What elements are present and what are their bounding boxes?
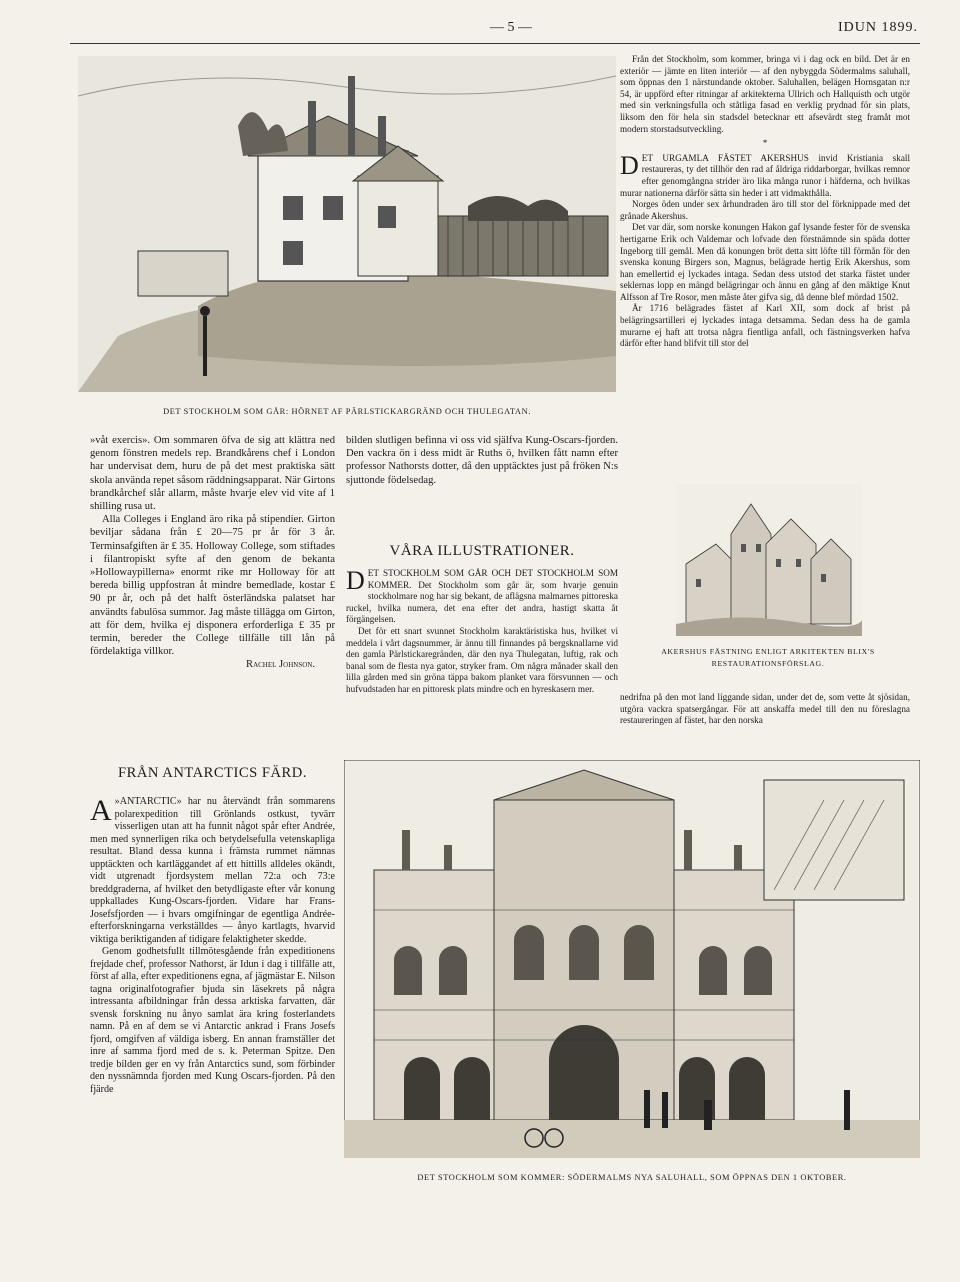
page-number: — 5 — xyxy=(490,20,532,35)
article-vara-illustrationer xyxy=(346,568,618,696)
paragraph: Det var där, som norske konungen Hakon gaf lysande fester för de svenska hertigarne Erik och Valdemar och lofvade den förstnämnde sin späda dotter Ingeborg till gemål. Men då konungen bröt detta sitt löfte till förmån för den svenska konung Birgers son, Magnus, belägrade hertig Erik Akershus, som han emellertid ej lyckades intaga. Sedan dess utstod det starka fästet under seklernas lopp en mängd belägringar och ännu en gång af den mäktige Knut Alfsson af Tre Rosor, men måste åter gifva sig, då denne blef mördad 1502. xyxy=(620,222,910,302)
illustration-saluhall xyxy=(344,760,920,1158)
paragraph: Det Stockholm som går är, som hvarje genuin stockholmare nog har sig bekant, de aflägsna malmarnes pittoreska ruckel, hvilka numera, det ena efter det andra, hastigt skatta åt förgängelsen. xyxy=(346,579,619,625)
paragraph: Det för ett snart svunnet Stockholm karaktäristiska hus, hvilket vi meddela i vårt dagsnummer, är ännu till finnandes på bergsknallarne vid den gamla Pärlstickaregränden, där den nya Thulegatan, luftig, rak och banal som de flesta nya gator, stryker fram. Om några månader skall den lilla gården med sin gröna täppa bakom planket vara försvunnen — och hufvudstaden har en pittoresk plats mindre och en hyreskasern mer. xyxy=(346,625,618,694)
separator: * xyxy=(762,138,768,149)
page-header xyxy=(70,14,920,44)
article-saluhall-akershus xyxy=(620,54,910,350)
article-akershus-continued xyxy=(620,692,910,727)
paragraph: bilden slutligen befinna vi oss vid själfva Kung-Oscars-fjorden. Den vackra ön i dess midt är Ruths ö, hvilken fått namn efter professor Nathorsts dotter, då den upptäcktes just på fröken N:s sjuttonde födelsedag. xyxy=(346,435,618,486)
issue-title: IDUN 1899. xyxy=(838,20,918,35)
illustration-akershus xyxy=(676,484,862,636)
heading-antarctic: FRÅN ANTARCTICS FÄRD. xyxy=(118,765,307,781)
signature: Rachel Johnson. xyxy=(246,659,315,671)
caption-old-house: DET STOCKHOLM SOM GÅR: HÖRNET AF PÄRLSTICKARGRÄND OCH THULEGATAN. xyxy=(163,407,531,416)
paragraph: Norges öden under sex århundraden äro till stor del förknippade med det grånade Akershus. xyxy=(620,199,910,221)
heading-vara-illustrationer: VÅRA ILLUSTRATIONER. xyxy=(389,543,575,559)
paragraph: nedrifna på den mot land liggande sidan, under det de, som vette åt sjösidan, utgöra vackra spatsergångar. För att anskaffa medel till den nu föreslagna restaureringen af fästet, har den norska xyxy=(620,692,910,726)
article-antarctic-continued xyxy=(346,434,618,487)
dropcap: A xyxy=(90,794,112,827)
article-antarctic xyxy=(90,796,335,1096)
caption-line: RESTAURATIONSFÖRSLAG. xyxy=(711,659,825,668)
paragraph: »våt exercis». Om sommaren öfva de sig att klättra ned genom fönstren medels rep. Brandkårens chef i London har undervisat dem, huru de på det mest praktiska sätt skola använda repet såsom räddningsapparat. När Girtons brandkårchef slår allarm, måste hvarje elev vid vite af 1 shilling rusa ut. xyxy=(90,435,335,513)
caption-saluhall: DET STOCKHOLM SOM KOMMER: SÖDERMALMS NYA SALUHALL, SOM ÖPPNAS DEN 1 OKTOBER. xyxy=(417,1173,847,1182)
lead-text: ET STOCKHOLM SOM GÅR OCH DET STOCKHOLM SOM KOMMER. xyxy=(367,568,618,590)
illustration-old-house xyxy=(78,56,616,392)
caption-line: AKERSHUS FÄSTNING ENLIGT ARKITEKTEN BLIX'S xyxy=(661,647,875,656)
dropcap: D xyxy=(620,150,639,180)
lead-text: ET URGAMLA FÄSTET AKERSHUS invid Kristiania skall restaureras, ty det tillhör den rad af åldriga riddarborgar, hvilkas remnor efter genomgångna strider äro lika många runor i häfderna, och hvilkas murar nationerna därför sätta sin heder i att vidmakthålla. xyxy=(620,152,910,198)
paragraph: Från det Stockholm, som kommer, bringa vi i dag ock en bild. Det är en exteriör — jämte en liten interiör — af den nybyggda Södermalms saluhall, som öppnas den 1 närstundande oktober. Saluhallen, belägen Hornsgatan n:r 54, är uppförd efter ritningar af arkitekterna Ullrich och Hallquisth och utgör med sin verkningsfulla och ståtliga fasad en verklig prydnad för sin plats, liksom den för hela sin stadsdel betecknar ett afsevärdt steg framåt mot modern storstadsutveckling. xyxy=(620,54,910,134)
lead-text: »ANTARCTIC» har nu återvändt från sommarens polarexpedition till Grönlands ostkust, tyvärr visserligen utan att ha funnit något spår efter Andrée, men med synnerligen rika och betydelsefulla vetenskapliga resultat. Bland dessa kunna i främsta rummet nämnas upptäckten och kartläggandet af ett hittills alldeles okändt, vidt utgrenadt fjordsystem mellan 72:a och 73:e breddgraderna, af hvilket den betydligaste efter vår konung uppkallades Kung-Oscars-fjorden. Vidare har Frans-Josefsfjorden — i hvars omgifningar de egentliga Andrée-efterforskningarna verkställdes — ånyo kartlagts, hvarvid viktiga beriktiganden af tidigare felaktigheter skedde. xyxy=(90,796,335,945)
article-girton-end xyxy=(90,434,335,672)
dropcap: D xyxy=(346,566,365,595)
caption-akershus xyxy=(626,646,910,670)
paragraph: År 1716 belägrades fästet af Karl XII, som dock af brist på belägringsartilleri ej lyckades intaga detsamma. Sedan dess ha de gamla murarne ej haft att trotsa några fientliga anfall, och fästningsverken hafva därför efter hand blifvit till stor del xyxy=(620,303,910,349)
paragraph: Genom godhetsfullt tillmötesgående från expeditionens frejdade chef, professor Nathorst, är Idun i dag i tillfälle att, först af alla, efter expeditionens egna, af jägmästar E. Nilson tagna originalfotografier bjuda sin läsekrets på några intressanta afbildningar från dessa arktiska farvatten, där svensk forskning nu ånyo samlat ära kring fosterlandets namn. På en af dem se vi Antarctic ankrad i Frans Josefs fjord, omgifven af väldiga isberg. En annan framställer det inre af samma fjord med de s. k. Peterman Spitze. Den tredje bilden ger en vy från Antarctics sund, som förbinder den nyssnämnda fjorden med Kung Oscars-fjorden. På den fjärde xyxy=(90,946,335,1095)
paragraph: Alla Colleges i England äro rika på stipendier. Girton beviljar sådana från £ 20—75 pr år för 3 år. Terminsafgiften är £ 35. Holloway College, som stiftades i filantropiskt syfte af den genom de bekanta »Hollowaypillerna» enormt rike mr Holloway för att bereda billig uppfostran åt mindre bemedlade, kostar £ 90 pr år, och på det halft österländska palatset har användts fabulösa summor. Jag måste tillägga om Girton, att för dem, hvilka ej disponera erforderliga £ 35 pr termin, bereder the College tillfälle till lån på fördelaktiga villkor. xyxy=(90,514,335,658)
